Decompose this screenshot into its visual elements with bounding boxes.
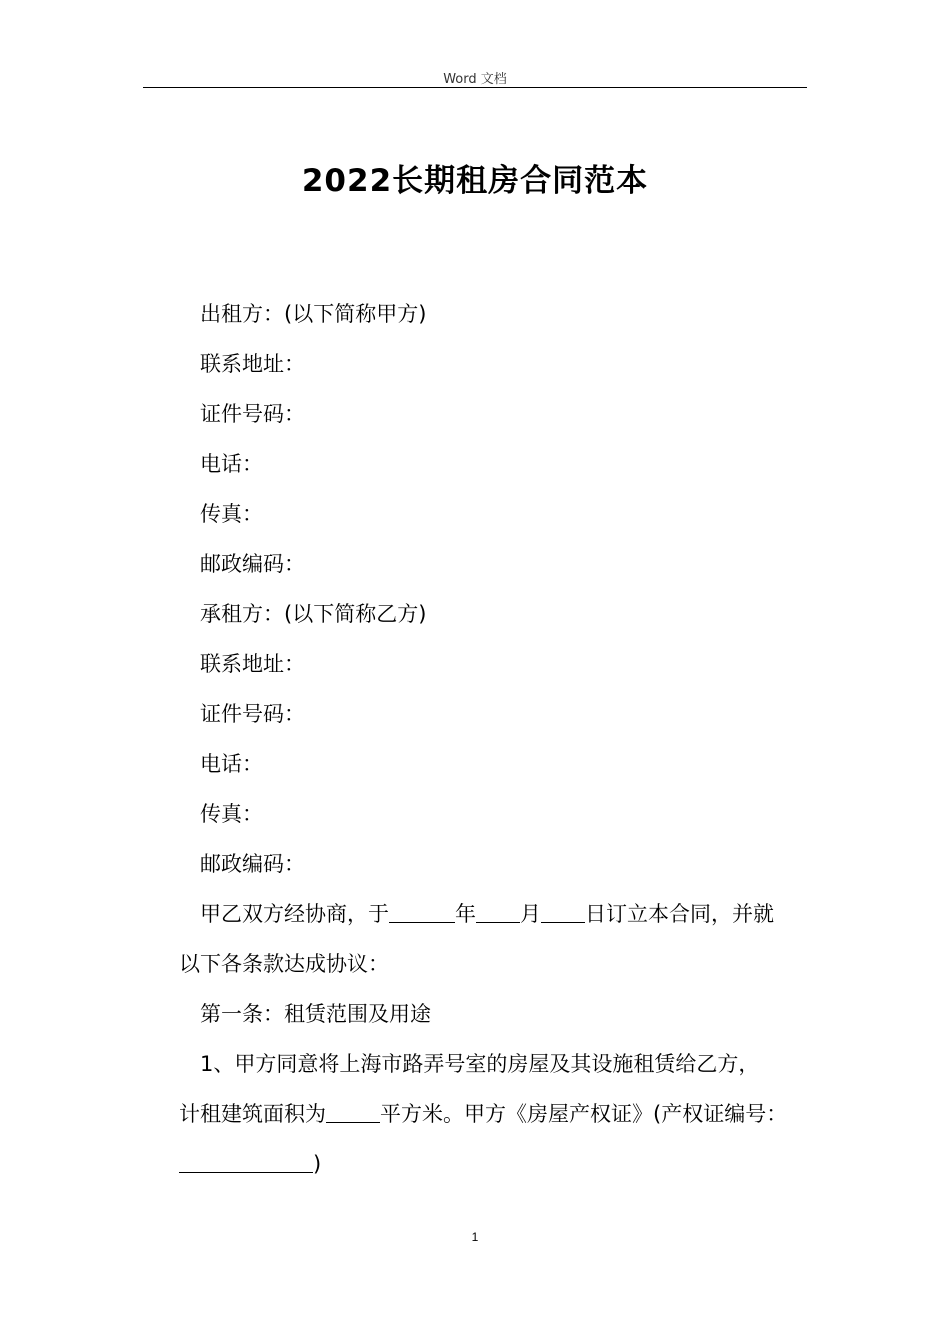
clause-1-line-2 bbox=[179, 1096, 809, 1146]
area-label: 计租建筑面积为 bbox=[179, 1102, 326, 1126]
clause-1-line-3 bbox=[179, 1146, 809, 1196]
lessor-id-number: 证件号码： bbox=[200, 402, 305, 426]
agreement-line-1 bbox=[179, 896, 809, 946]
lessee-phone: 电话： bbox=[200, 752, 263, 776]
lessee-address: 联系地址： bbox=[200, 652, 305, 676]
lessee-fax: 传真： bbox=[200, 802, 263, 826]
header-divider bbox=[143, 87, 807, 88]
month-label: 月 bbox=[520, 902, 541, 926]
lessee-label: 承租方：(以下简称乙方) bbox=[200, 602, 427, 626]
agreement-prefix: 甲乙双方经协商，于 bbox=[200, 902, 389, 926]
agreement-line-2: 以下各条款达成协议： bbox=[179, 952, 389, 976]
lessor-label: 出租方：(以下简称甲方) bbox=[200, 302, 427, 326]
area-blank[interactable] bbox=[326, 1098, 380, 1123]
certificate-text: 平方米。甲方《房屋产权证》(产权证编号： bbox=[380, 1102, 788, 1126]
page-number: 1 bbox=[471, 1230, 479, 1244]
day-blank[interactable] bbox=[541, 898, 585, 923]
document-body bbox=[179, 296, 809, 1196]
article-1-heading: 第一条：租赁范围及用途 bbox=[200, 1002, 431, 1026]
lessor-fax: 传真： bbox=[200, 502, 263, 526]
lessor-address: 联系地址： bbox=[200, 352, 305, 376]
lessor-postcode: 邮政编码： bbox=[200, 552, 305, 576]
document-title: 2022长期租房合同范本 bbox=[301, 163, 649, 199]
page-header: Word 文档 bbox=[443, 72, 507, 87]
month-blank[interactable] bbox=[476, 898, 520, 923]
certificate-number-blank[interactable] bbox=[179, 1148, 313, 1173]
lessor-phone: 电话： bbox=[200, 452, 263, 476]
year-blank[interactable] bbox=[389, 898, 455, 923]
closing-paren: ) bbox=[313, 1152, 322, 1176]
clause-1-line-1: 1、甲方同意将上海市路弄号室的房屋及其设施租赁给乙方， bbox=[200, 1052, 760, 1076]
agreement-suffix: 日订立本合同，并就 bbox=[585, 902, 774, 926]
lessee-id-number: 证件号码： bbox=[200, 702, 305, 726]
year-label: 年 bbox=[455, 902, 476, 926]
lessee-postcode: 邮政编码： bbox=[200, 852, 305, 876]
